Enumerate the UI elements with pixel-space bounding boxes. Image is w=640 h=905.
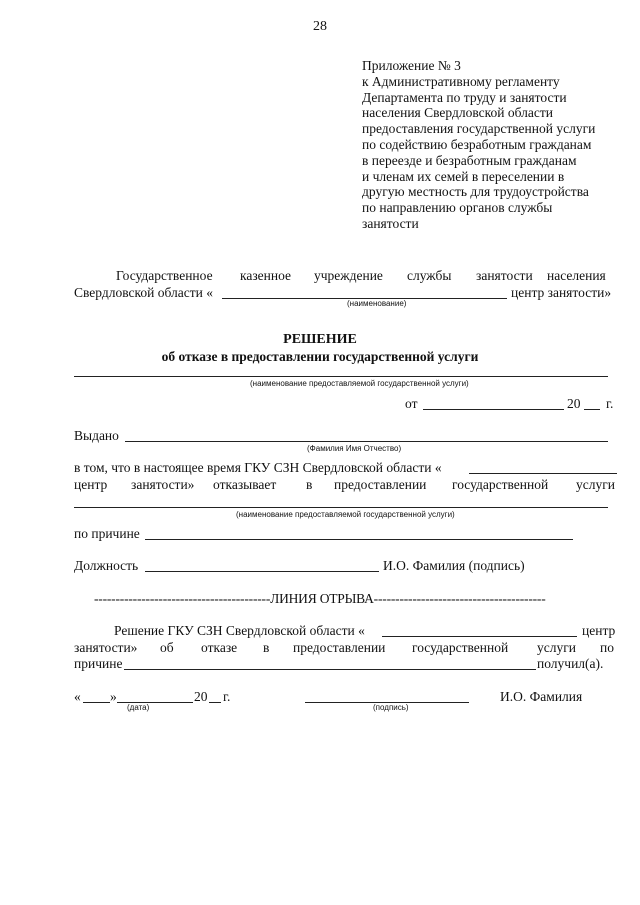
appendix-block — [362, 58, 595, 232]
appendix-line: Приложение № 3 — [362, 58, 461, 73]
tearoff-line3-end: получил(а). — [537, 656, 604, 671]
statement-center-blank[interactable] — [469, 473, 617, 474]
tearoff-year-prefix: 20 — [194, 689, 208, 704]
appendix-line: Департамента по труду и занятости — [362, 89, 567, 105]
appendix-line: по содействию безработным гражданам — [362, 136, 592, 152]
appendix-line: предоставления государственной услуги — [362, 121, 596, 137]
date-from-label: от — [405, 396, 418, 411]
issued-name-blank[interactable] — [125, 441, 608, 442]
tearoff-date-open: « — [74, 689, 81, 704]
statement-line1: в том, что в настоящее время ГКУ СЗН Свердловской области « — [74, 460, 442, 475]
appendix-line: и членам их семей в переселении в — [362, 168, 565, 184]
cut-line: -----------------------------------------ЛИНИЯ ОТРЫВА---------------------------------------- — [94, 591, 546, 606]
tearoff-name: И.О. Фамилия — [500, 689, 583, 704]
page-number: 28 — [313, 19, 327, 34]
appendix-line: к Административному регламенту — [362, 73, 560, 89]
appendix-line: по направлению органов службы — [362, 200, 553, 216]
date-year-prefix: 20 — [567, 396, 581, 411]
position-signature: И.О. Фамилия (подпись) — [383, 558, 525, 573]
tearoff-word: об — [160, 640, 174, 655]
appendix-line: занятости — [362, 215, 419, 231]
tearoff-day-blank[interactable] — [83, 702, 110, 703]
tearoff-word: отказе — [201, 640, 238, 655]
date-blank[interactable] — [423, 409, 564, 410]
statement-word: в — [306, 477, 313, 492]
document-subtitle: об отказе в предоставлении государственной услуги — [161, 349, 479, 364]
statement-word: занятости» — [131, 477, 195, 492]
reason-blank[interactable] — [145, 539, 573, 540]
reason-label: по причине — [74, 526, 140, 541]
appendix-line: населения Свердловской области — [362, 105, 553, 121]
appendix-line: другую местность для трудоустройства — [362, 184, 589, 200]
position-blank[interactable] — [145, 571, 379, 572]
statement-word: предоставлении — [334, 477, 427, 492]
header-line2-end: центр занятости» — [511, 285, 612, 300]
tearoff-line1-end: центр — [582, 623, 616, 638]
appendix-line: в переезде и безработным гражданам — [362, 152, 577, 168]
statement-word: центр — [74, 477, 108, 492]
service-name-caption: (наименование предоставляемой государственной услуги) — [250, 379, 469, 388]
tearoff-word: занятости» — [74, 640, 138, 655]
tearoff-date-caption: (дата) — [127, 703, 150, 712]
header-word: учреждение — [314, 268, 383, 283]
tearoff-word: государственной — [412, 640, 509, 655]
tearoff-word: по — [600, 640, 614, 655]
issued-name-caption: (Фамилия Имя Отчество) — [307, 444, 402, 453]
tearoff-line1-start: Решение ГКУ СЗН Свердловской области « — [114, 623, 365, 638]
statement-word: услуги — [576, 477, 615, 492]
tearoff-date-close: » — [110, 689, 117, 704]
statement-word: государственной — [452, 477, 549, 492]
header-word: населения — [547, 268, 606, 283]
tearoff-line3-start: причине — [74, 656, 123, 671]
position-label: Должность — [74, 558, 139, 573]
issued-label: Выдано — [74, 428, 119, 443]
date-year-suffix: г. — [606, 396, 614, 411]
tearoff-word: услуги — [537, 640, 576, 655]
statement-word: отказывает — [213, 477, 277, 492]
date-year-blank[interactable] — [584, 409, 600, 410]
header-word: Государственное — [116, 268, 213, 283]
tearoff-word: предоставлении — [293, 640, 386, 655]
service-name-blank[interactable] — [74, 376, 608, 377]
org-name-caption: (наименование) — [347, 299, 407, 308]
tearoff-year-blank[interactable] — [209, 702, 221, 703]
statement-service-caption: (наименование предоставляемой государственной услуги) — [236, 510, 455, 519]
header-word: службы — [407, 268, 452, 283]
tearoff-center-blank[interactable] — [382, 636, 577, 637]
statement-service-blank[interactable] — [74, 507, 608, 508]
header-word: занятости — [476, 268, 533, 283]
tearoff-signature-caption: (подпись) — [373, 703, 409, 712]
tearoff-year-suffix: г. — [223, 689, 231, 704]
tearoff-word: в — [263, 640, 270, 655]
header-word: казенное — [240, 268, 292, 283]
tearoff-reason-blank[interactable] — [124, 669, 536, 670]
document-title: РЕШЕНИЕ — [283, 332, 357, 347]
header-line2-start: Свердловской области « — [74, 285, 213, 300]
